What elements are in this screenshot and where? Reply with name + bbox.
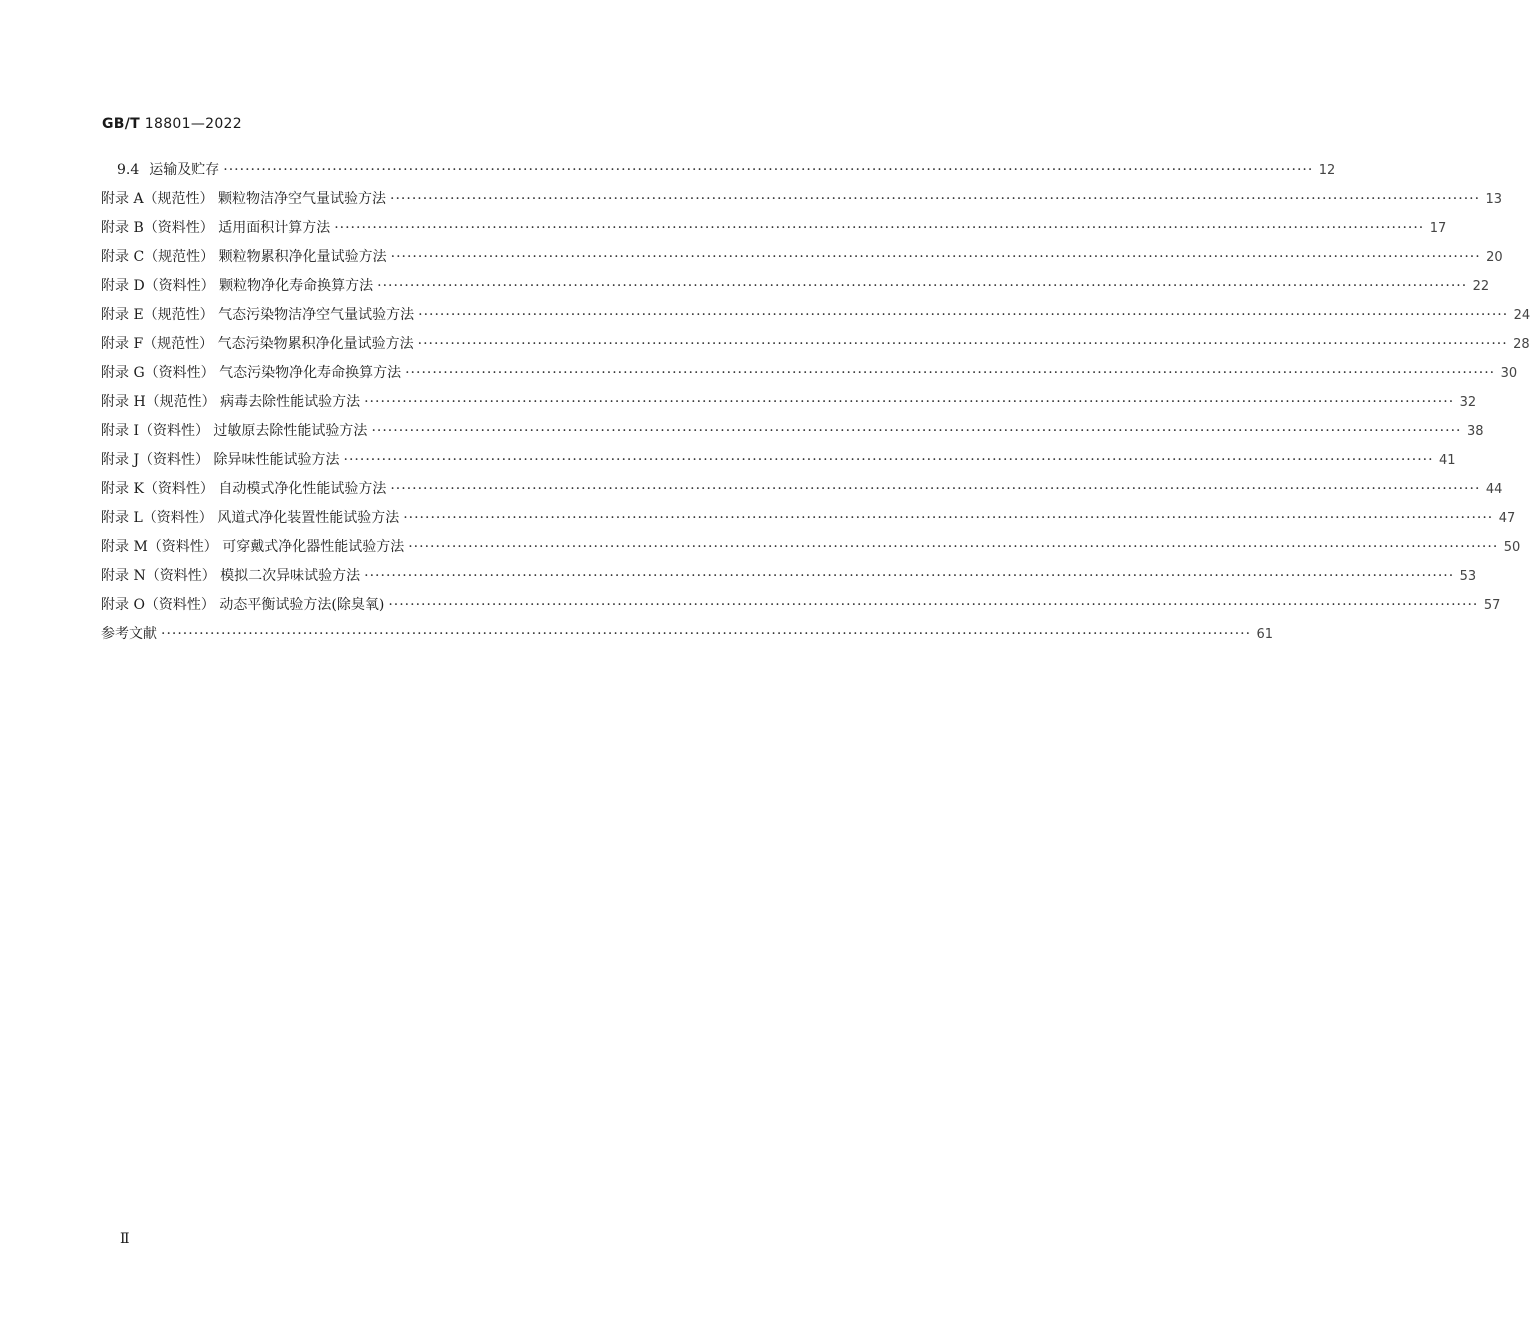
- toc-entry-page: 30: [1500, 366, 1518, 381]
- toc-entry-page: 22: [1472, 279, 1490, 294]
- toc-entry[interactable]: [101, 388, 1477, 417]
- toc-entry-page: 38: [1466, 424, 1484, 439]
- toc-entry-title: 附录 H（规范性） 病毒去除性能试验方法: [101, 394, 361, 410]
- toc-leader-dots: ········································································································································································································: [161, 626, 1252, 642]
- toc-entry[interactable]: [101, 620, 1274, 649]
- document-header: [102, 116, 242, 132]
- toc-entry-page: 20: [1486, 250, 1503, 265]
- toc-leader-dots: ········································································································································································································: [405, 365, 1496, 381]
- standard-prefix: GB/T: [102, 116, 141, 132]
- toc-leader-dots: ········································································································································································································: [408, 539, 1499, 555]
- toc-entry[interactable]: [101, 330, 1530, 359]
- toc-entry-page: 44: [1485, 482, 1503, 497]
- toc-entry-title: 附录 K（资料性） 自动模式净化性能试验方法: [101, 481, 387, 497]
- toc-entry-title: 附录 G（资料性） 气态污染物净化寿命换算方法: [101, 365, 402, 381]
- toc-entry[interactable]: [101, 446, 1456, 475]
- toc-entry-title: 附录 O（资料性） 动态平衡试验方法(除臭氧): [101, 597, 385, 613]
- toc-entry-title: 参考文献: [101, 626, 157, 642]
- toc-leader-dots: ········································································································································································································: [388, 597, 1479, 613]
- toc-leader-dots: ········································································································································································································: [390, 481, 1481, 497]
- toc-leader-dots: ········································································································································································································: [403, 510, 1494, 526]
- toc-entry-page: 24: [1513, 308, 1530, 323]
- toc-entry-title: 附录 D（资料性） 颗粒物净化寿命换算方法: [101, 278, 374, 294]
- toc-entry[interactable]: [101, 214, 1447, 243]
- toc-entry-title: 附录 N（资料性） 模拟二次异味试验方法: [101, 568, 361, 584]
- toc-entry-title: 附录 A（规范性） 颗粒物洁净空气量试验方法: [101, 191, 387, 207]
- toc-entry-number: 9.4: [117, 162, 140, 178]
- toc-entry-title: 附录 F（规范性） 气态污染物累积净化量试验方法: [101, 336, 414, 352]
- toc-entry-title: 附录 E（规范性） 气态污染物洁净空气量试验方法: [101, 307, 415, 323]
- page-number: Ⅱ: [120, 1231, 130, 1247]
- toc-entry-title: 附录 C（规范性） 颗粒物累积净化量试验方法: [101, 249, 387, 265]
- toc-leader-dots: ········································································································································································································: [334, 220, 1425, 236]
- toc-entry-title: 附录 I（资料性） 过敏原去除性能试验方法: [101, 423, 368, 439]
- toc-leader-dots: ········································································································································································································: [371, 423, 1462, 439]
- toc-entry[interactable]: [101, 185, 1503, 214]
- toc-entry-title: 附录 J（资料性） 除异味性能试验方法: [101, 452, 340, 468]
- toc-entry-title: 附录 L（资料性） 风道式净化装置性能试验方法: [101, 510, 400, 526]
- toc-entry-page: 41: [1439, 453, 1456, 468]
- toc-entry[interactable]: [101, 591, 1501, 620]
- toc-entry-page: 13: [1485, 192, 1503, 207]
- toc-entry-page: 12: [1318, 163, 1336, 178]
- toc-entry[interactable]: [101, 243, 1503, 272]
- toc-entry-page: 32: [1459, 395, 1477, 410]
- toc-entry[interactable]: [101, 504, 1516, 533]
- toc-entry[interactable]: [101, 533, 1521, 562]
- toc-entry-page: 50: [1503, 540, 1521, 555]
- toc-leader-dots: ········································································································································································································: [418, 307, 1509, 323]
- toc-entry-page: 17: [1429, 221, 1447, 236]
- toc-leader-dots: ········································································································································································································: [390, 191, 1481, 207]
- toc-entry[interactable]: [101, 562, 1477, 591]
- toc-entry-page: 57: [1483, 598, 1501, 613]
- toc-leader-dots: ········································································································································································································: [364, 568, 1455, 584]
- toc-entry-title: 附录 B（资料性） 适用面积计算方法: [101, 220, 331, 236]
- toc-leader-dots: ········································································································································································································: [364, 394, 1455, 410]
- toc-entry-page: 28: [1513, 337, 1530, 352]
- toc-entry-page: 47: [1498, 511, 1516, 526]
- toc-entry-title: 附录 M（资料性） 可穿戴式净化器性能试验方法: [101, 539, 405, 555]
- toc-entry[interactable]: [101, 475, 1503, 504]
- toc-leader-dots: ········································································································································································································: [377, 278, 1468, 294]
- toc-leader-dots: ········································································································································································································: [223, 162, 1314, 178]
- toc-entry-title: 运输及贮存: [149, 162, 220, 178]
- toc-entry[interactable]: [101, 156, 1336, 185]
- toc-entry-page: 61: [1256, 627, 1274, 642]
- toc-entry[interactable]: [101, 301, 1530, 330]
- toc-entry[interactable]: [101, 272, 1490, 301]
- table-of-contents: [101, 156, 1530, 649]
- toc-entry-page: 53: [1459, 569, 1477, 584]
- toc-leader-dots: ········································································································································································································: [417, 336, 1508, 352]
- toc-leader-dots: ········································································································································································································: [343, 452, 1434, 468]
- standard-number: 18801—2022: [144, 116, 242, 132]
- toc-entry[interactable]: [101, 417, 1484, 446]
- toc-entry[interactable]: [101, 359, 1518, 388]
- toc-leader-dots: ········································································································································································································: [390, 249, 1481, 265]
